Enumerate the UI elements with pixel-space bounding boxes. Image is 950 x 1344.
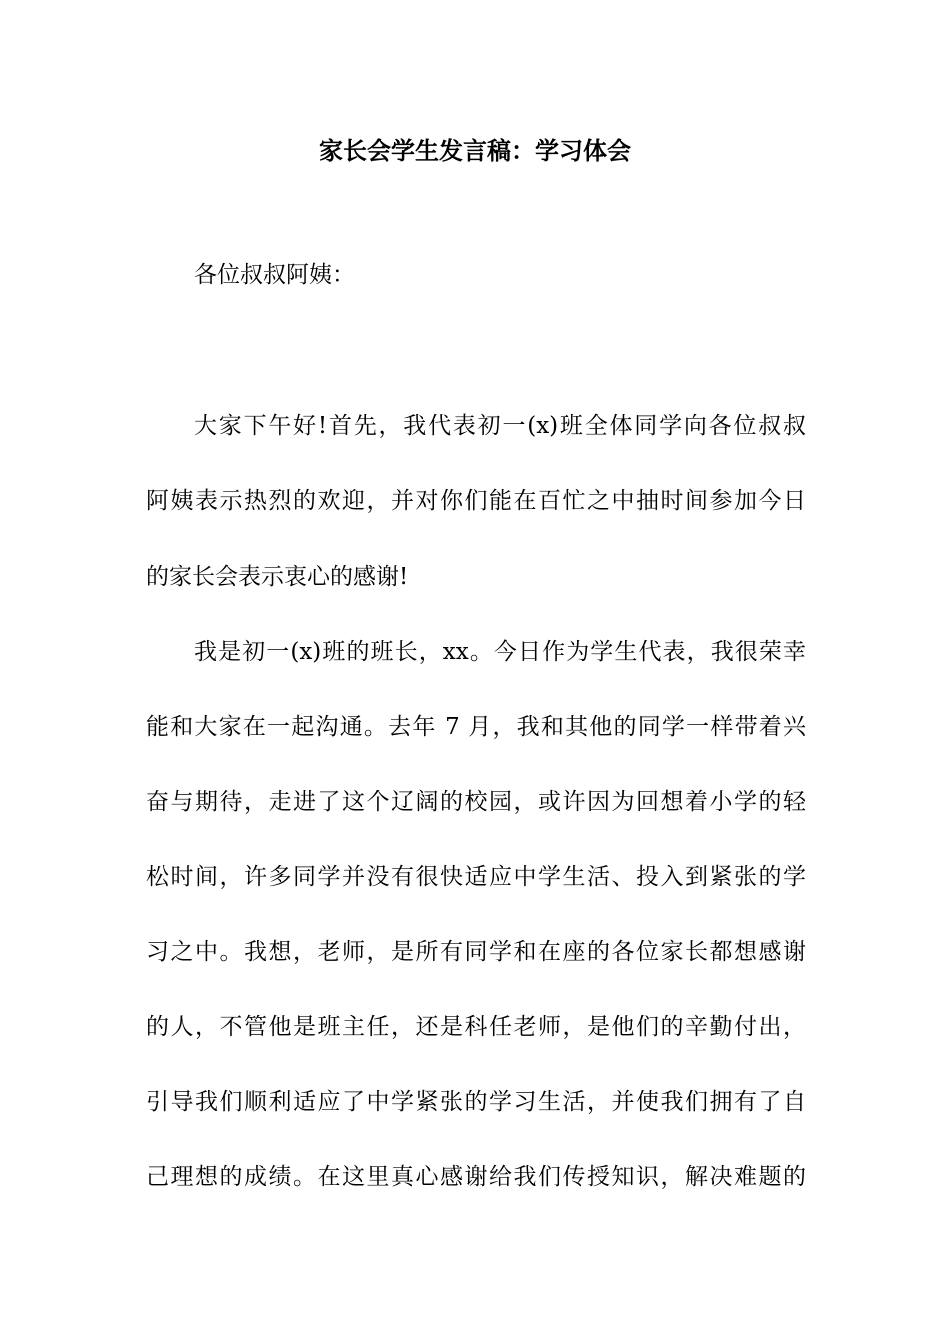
paragraph-line: 奋与期待，走进了这个辽阔的校园，或许因为回想着小学的轻: [146, 789, 806, 815]
salutation: 各位叔叔阿姨：: [194, 262, 355, 288]
paragraph-line: 的家长会表示衷心的感谢!: [146, 564, 409, 590]
paragraph-line: 习之中。我想，老师，是所有同学和在座的各位家长都想感谢: [146, 939, 806, 965]
paragraph-line: 我是初一(x)班的班长，xx。今日作为学生代表，我很荣幸: [194, 639, 806, 665]
paragraph-line: 己理想的成绩。在这里真心感谢给我们传授知识，解决难题的: [146, 1164, 806, 1190]
document-title: 家长会学生发言稿：学习体会: [319, 137, 631, 165]
paragraph-line: 阿姨表示热烈的欢迎，并对你们能在百忙之中抽时间参加今日: [146, 488, 806, 514]
paragraph-line: 松时间，许多同学并没有很快适应中学生活、投入到紧张的学: [146, 864, 806, 890]
paragraph-line: 的人，不管他是班主任，还是科任老师，是他们的辛勤付出，: [146, 1014, 806, 1040]
paragraph-line: 能和大家在一起沟通。去年 7 月，我和其他的同学一样带着兴: [146, 714, 806, 740]
paragraph-line: 引导我们顺利适应了中学紧张的学习生活，并使我们拥有了自: [146, 1089, 806, 1115]
paragraph-line: 大家下午好!首先，我代表初一(x)班全体同学向各位叔叔: [194, 413, 806, 439]
